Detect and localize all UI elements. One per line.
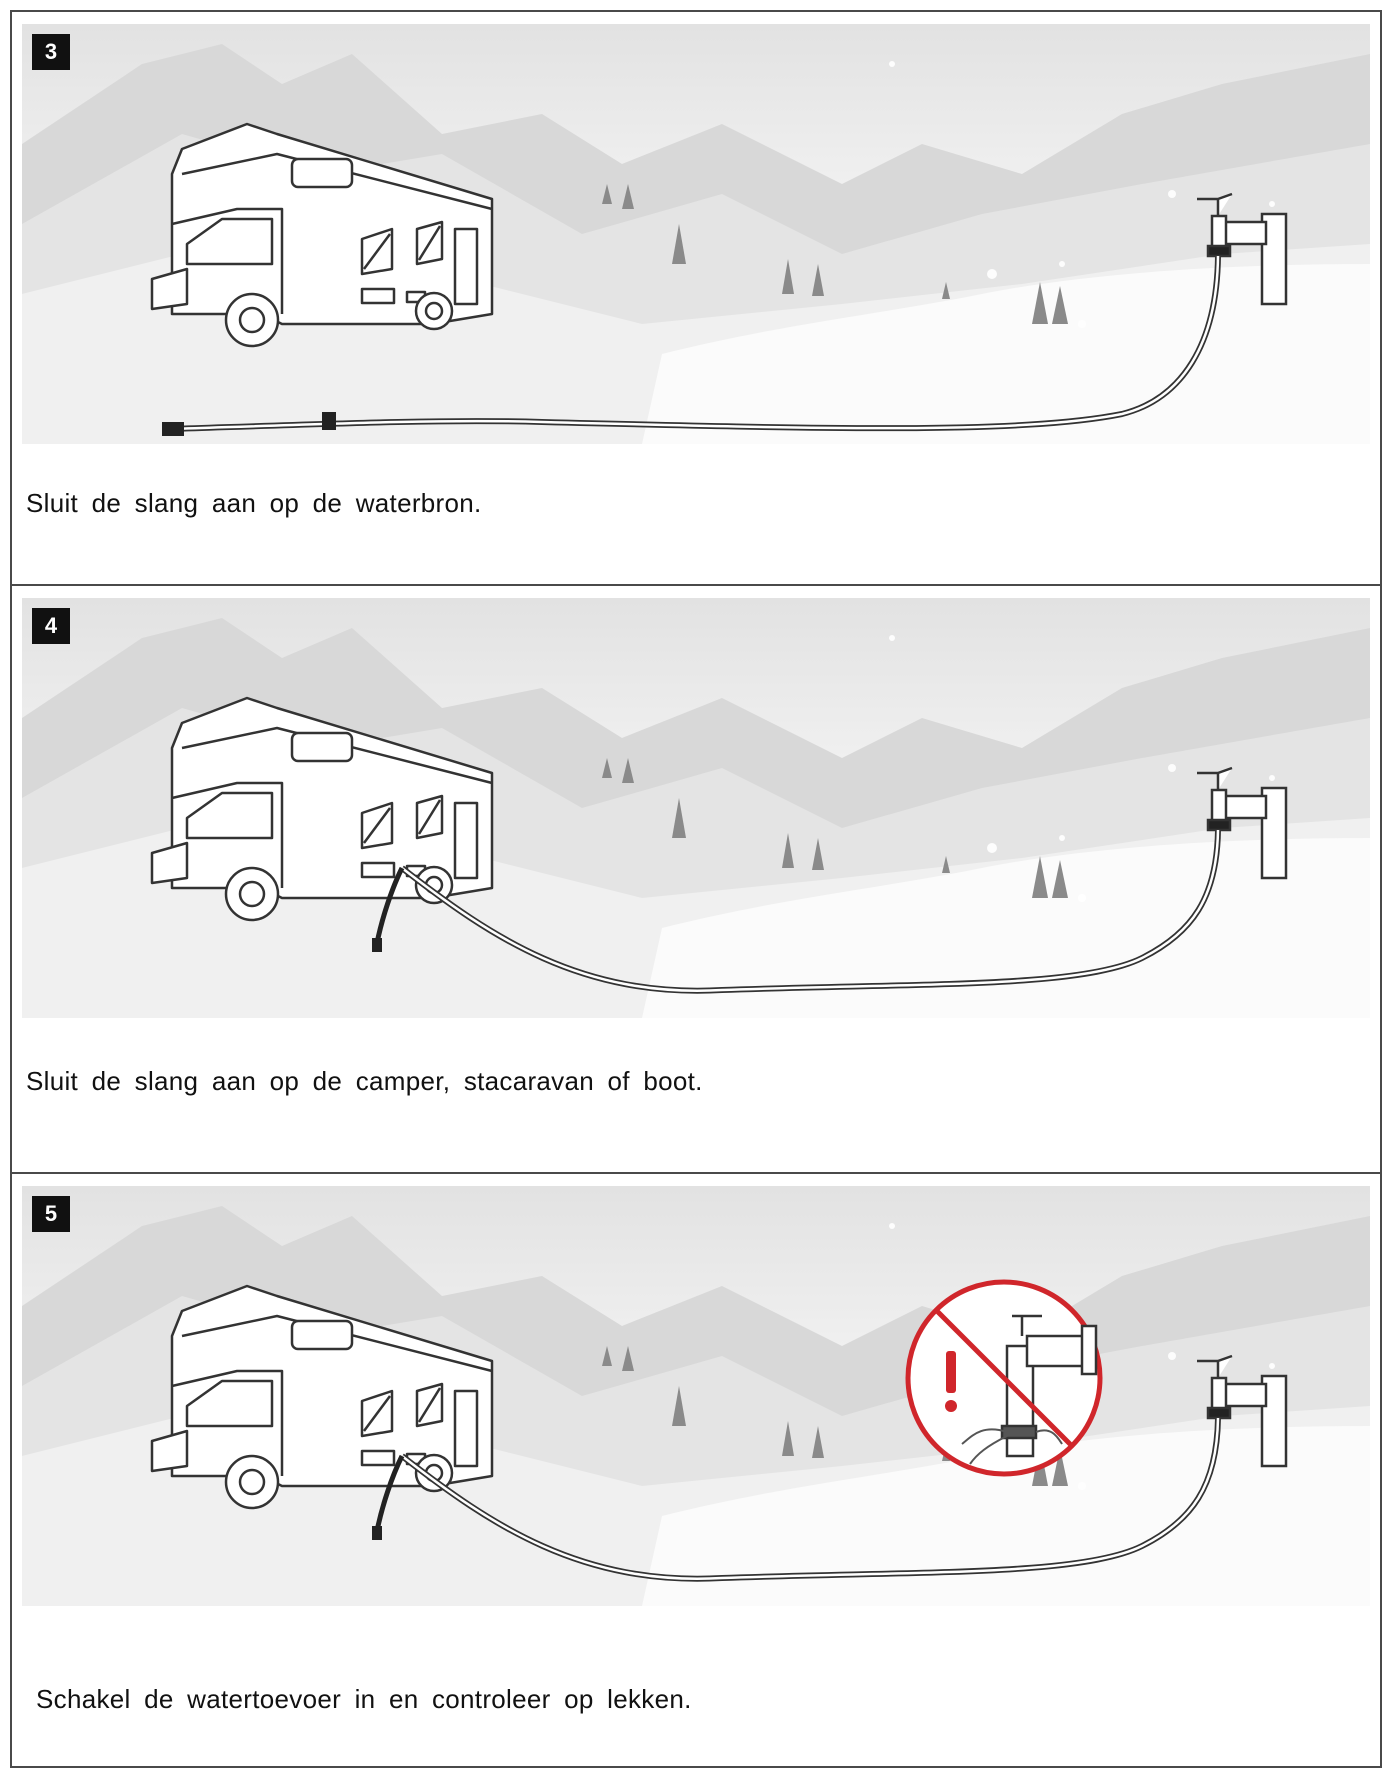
check-for-leaks-illustration	[22, 1186, 1370, 1606]
step-5	[12, 1172, 1380, 1770]
step-caption: Sluit de slang aan op de camper, stacaravan of boot.	[26, 1066, 703, 1096]
instruction-steps	[10, 10, 1382, 1768]
step-4	[12, 584, 1380, 1172]
hose-connector	[322, 412, 336, 430]
step-illustration	[22, 598, 1370, 1018]
connect-hose-to-camper-illustration	[22, 598, 1370, 1018]
no-leak-warning-icon	[908, 1282, 1100, 1474]
hose-connector	[162, 422, 184, 436]
step-illustration	[22, 24, 1370, 444]
step-number-badge: 4	[32, 608, 70, 644]
step-caption: Schakel de watertoevoer in en controleer op lekken.	[36, 1684, 692, 1714]
step-3	[12, 12, 1380, 584]
step-illustration	[22, 1186, 1370, 1606]
step-caption: Sluit de slang aan op de waterbron.	[26, 488, 482, 518]
connect-hose-to-water-source-illustration	[22, 24, 1370, 444]
step-number-badge: 5	[32, 1196, 70, 1232]
step-number-badge: 3	[32, 34, 70, 70]
